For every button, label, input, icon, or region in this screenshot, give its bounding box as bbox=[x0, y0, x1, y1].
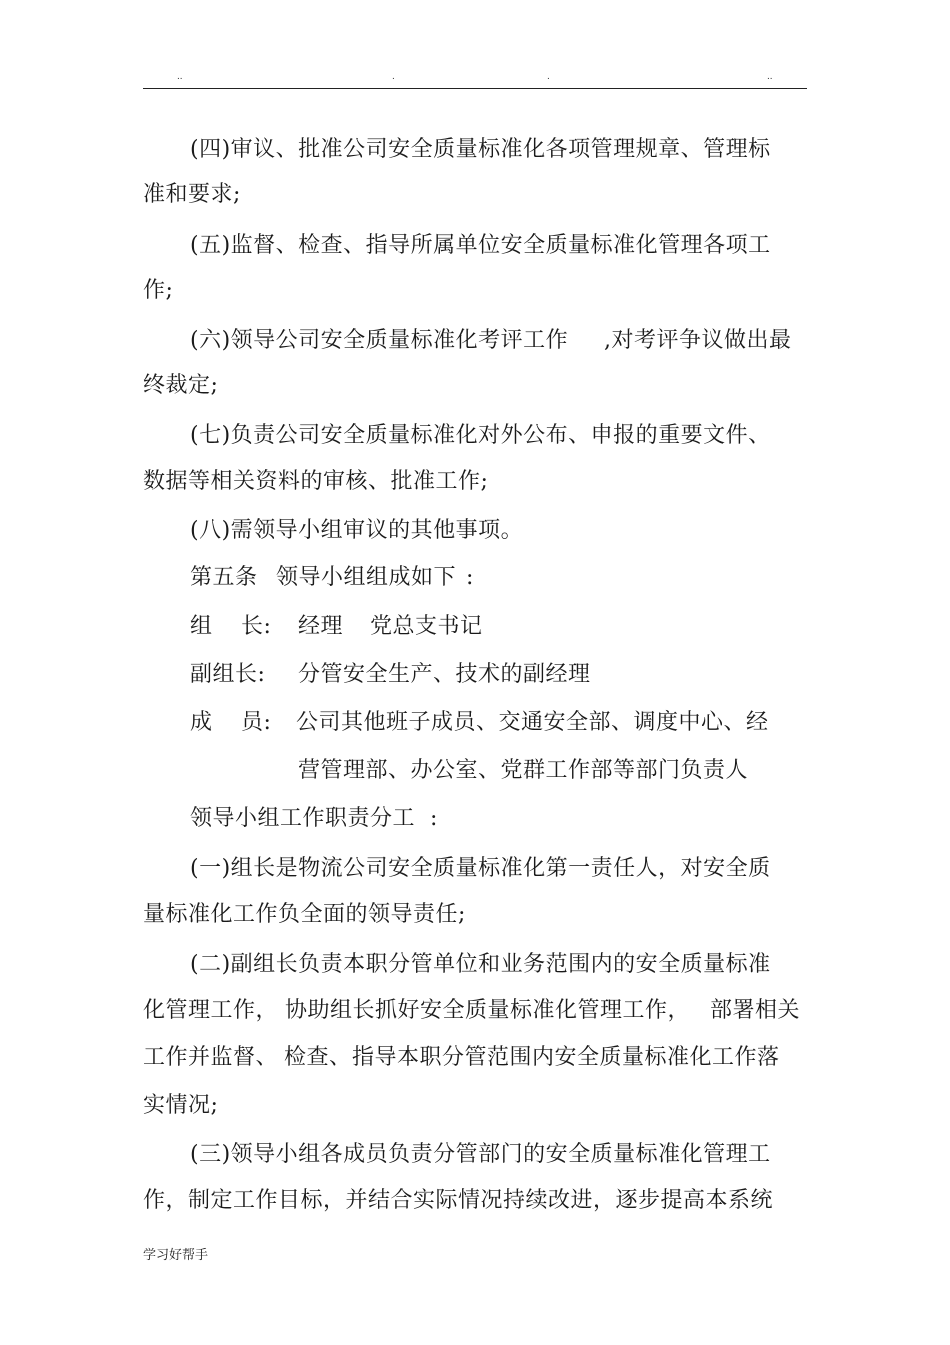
role-value: 分管安全生产、技术的副经理 bbox=[298, 662, 591, 687]
role-label: 员: bbox=[241, 710, 272, 735]
role-value: 经理 bbox=[298, 614, 344, 639]
article-label: 第五条 bbox=[190, 565, 258, 590]
text-line: (八)需领导小组审议的其他事项。 bbox=[190, 518, 524, 543]
page-footer: 学习好帮手 bbox=[143, 1248, 209, 1263]
text-line: (一)组长是物流公司安全质量标准化第一责任人，对安全质 bbox=[190, 856, 771, 881]
text-line: : bbox=[430, 806, 438, 831]
role-label: 组 bbox=[190, 614, 213, 639]
text-line: (七)负责公司安全质量标准化对外公布、申报的重要文件、 bbox=[190, 423, 771, 448]
role-label: 成 bbox=[190, 710, 213, 735]
text-line: (五)监督、检查、指导所属单位安全质量标准化管理各项工 bbox=[190, 233, 771, 258]
text-line: 领导小组组成如下 bbox=[276, 565, 457, 590]
role-value: 党总支书记 bbox=[370, 614, 483, 639]
text-line: 部署相关 bbox=[710, 998, 801, 1023]
header-mark: . bbox=[547, 71, 550, 82]
header-mark: . bbox=[392, 71, 395, 82]
text-line: 作，制定工作目标，并结合实际情况持续改进，逐步提高本系统 bbox=[143, 1188, 774, 1213]
text-line: 终裁定; bbox=[143, 373, 219, 398]
role-value: 营管理部、办公室、党群工作部等部门负责人 bbox=[298, 758, 749, 783]
text-line: : bbox=[466, 565, 474, 590]
text-line: 指导本职分管范围内安全质量标准化工作落 bbox=[352, 1045, 780, 1070]
text-line: 实情况; bbox=[143, 1093, 219, 1118]
text-line: (二)副组长负责本职分管单位和业务范围内的安全质量标准 bbox=[190, 952, 771, 977]
role-label: 副组长: bbox=[190, 662, 266, 687]
text-line: 化管理工作， bbox=[143, 998, 279, 1023]
text-line: (三)领导小组各成员负责分管部门的安全质量标准化管理工 bbox=[190, 1142, 771, 1167]
header-rule bbox=[143, 88, 807, 89]
page-header bbox=[0, 72, 950, 86]
text-line: 领导小组工作职责分工 bbox=[190, 806, 416, 831]
header-mark: .. bbox=[177, 71, 183, 82]
role-value: 公司其他班子成员、交通安全部、调度中心、经 bbox=[296, 710, 769, 735]
text-line: (四)审议、批准公司安全质量标准化各项管理规章、管理标 bbox=[190, 137, 771, 162]
text-line: 量标准化工作负全面的领导责任; bbox=[143, 902, 466, 927]
text-line: 协助组长抓好安全质量标准化管理工作， bbox=[285, 998, 691, 1023]
text-line: 作; bbox=[143, 278, 174, 303]
text-line: (六)领导公司安全质量标准化考评工作 bbox=[190, 328, 569, 353]
text-line: 数据等相关资料的审核、批准工作; bbox=[143, 469, 489, 494]
text-line: ,对考评争议做出最 bbox=[604, 328, 792, 353]
header-mark: .. bbox=[767, 71, 773, 82]
role-label: 长: bbox=[241, 614, 272, 639]
text-line: 检查、 bbox=[284, 1045, 352, 1070]
text-line: 工作并监督、 bbox=[143, 1045, 279, 1070]
text-line: 准和要求; bbox=[143, 182, 241, 207]
